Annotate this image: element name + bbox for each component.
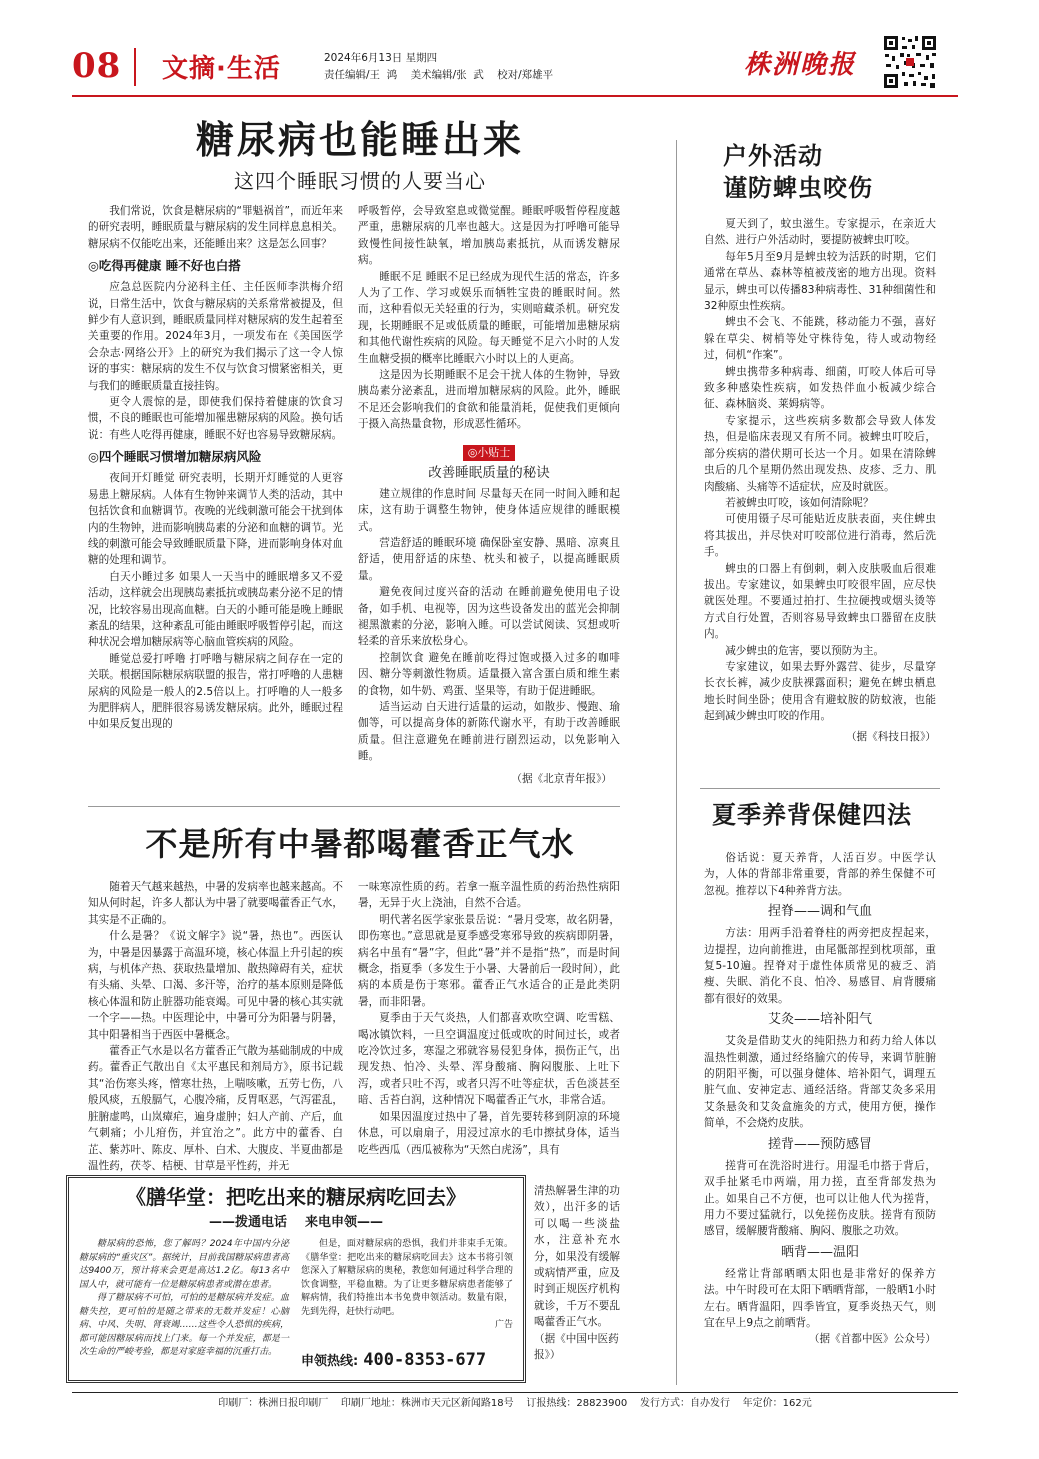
tip-4: 控制饮食 避免在睡前吃得过饱或摄入过多的咖啡因、糖分等刺激性物质。适量摄入富含蛋白质和维生素的食物，如牛奶、鸡蛋、坚果等，有助于促进睡眠。 bbox=[358, 651, 620, 697]
a4-p2: 艾灸是借助艾火的纯阳热力和药力给人体以温热性刺激，通过经络腧穴的传导，来调节脏腑的阴阳平衡，可以强身健体、培补阳气，调理五脏气血、安神定志、通经活络。背部艾灸多采用艾条悬灸和艾灸盒施灸的方式，使用方便，操作简单，不会烧灼皮肤。 bbox=[704, 1035, 936, 1130]
article1-column-2 bbox=[358, 203, 620, 787]
a3-c2-p2: 夏季由于天气炎热，人们都喜欢吹空调、吃雪糕、喝冰镇饮料，一旦空调温度过低或吹的时间过长，或者吃冷饮过多，寒湿之邪就容易侵犯身体，损伤正气，出现发热、怕冷、头晕、浑身酸痛、胸闷腹胀、上吐下泻，或者只吐不泻，或者只泻不吐等症状，舌色淡甚至暗、舌苔白润，这种情况下喝藿香正气水，非常合适。 bbox=[358, 1012, 620, 1107]
page-number: 08 bbox=[72, 46, 122, 86]
a3-p1: 什么是暑？《说文解字》说“暑，热也”。西医认为，中暑是因暴露于高温环境，核心体温上升引起的疾病，与机体产热、获取热量增加、散热障碍有关，症状有头痛、头晕、口渴、多汗等，治疗的基本原则是降低核心体温和防止脏器功能衰竭。可见中暑的核心其实就一个字——热。中医理论中，中暑可分为阳暑与阴暑，其中阳暑相当于西医中暑概念。 bbox=[88, 930, 343, 1041]
a1-c2-p2: 这是因为长期睡眠不足会干扰人体的生物钟，导致胰岛素分泌紊乱，进而增加糖尿病的风险。此外，睡眠不足还会影响我们的食欲和能量消耗，促使我们更倾向于摄入高热量食物，形成恶性循环。 bbox=[358, 369, 620, 431]
article1-column-1 bbox=[88, 203, 343, 733]
article3-rule bbox=[88, 806, 620, 807]
date-line: 2024年6月13日 星期四 bbox=[324, 52, 438, 64]
a2-p1: 每年5月至9月是蜱虫较为活跃的时期，它们通常在草丛、森林等植被茂密的地方出现。资料显示，蜱虫可以传播83种病毒性、31种细菌性和32种原虫性疾病。 bbox=[704, 250, 936, 313]
a1-p5: 睡觉总爱打呼噜 打呼噜与糖尿病之间存在一定的关联。根据国际糖尿病联盟的报告，常打呼噜的人患糖尿病的风险是一般人的2.5倍以上。打呼噜的人一般多为肥胖病人，肥胖很容易诱发糖尿病。此外，睡眠过程中如果反复出现的 bbox=[88, 652, 343, 731]
article3-tail bbox=[534, 1183, 620, 1363]
article3-column-2 bbox=[358, 879, 620, 1158]
a1-p1: 应急总医院内分泌科主任、主任医师李洪梅介绍说，日常生活中，饮食与糖尿病的关系常常被提及，但鲜少有人意识到，睡眠质量同样对糖尿病的发生起着至关重要的作用。2024年3月，一项发布在《美国医学会杂志·网络公开》上的研究为我们揭示了这一令人惊讶的事实：糖尿病的发生不仅与饮食习惯紧密相关，更与我们的睡眠质量直接挂钩。 bbox=[88, 281, 343, 392]
a1-p2: 更令人震惊的是，即使我们保持着健康的饮食习惯，不良的睡眠也可能增加罹患糖尿病的风险。换句话说：有些人吃得再健康，睡眠不好也容易导致糖尿病。 bbox=[88, 396, 343, 441]
a2-p6: 可使用镊子尽可能贴近皮肤表面，夹住蜱虫将其拔出，并尽快对叮咬部位进行消毒，然后洗手。 bbox=[704, 513, 936, 559]
article2-title-l2: 谨防蜱虫咬伤 bbox=[723, 174, 873, 202]
a3-p0: 随着天气越来越热，中暑的发病率也越来越高。不知从何时起，许多人都认为中暑了就要喝藿香正气水，其实是不正确的。 bbox=[88, 881, 343, 926]
a4-p0: 俗话说：夏天养背，人活百岁。中医学认为，人体的背部非常重要，背部的养生保健不可忽视。推荐以下4种养背方法。 bbox=[704, 852, 936, 897]
a4-head-2: 艾灸——培补阳气 bbox=[767, 1012, 872, 1028]
ad-left bbox=[79, 1238, 289, 1360]
ad-hotline-number[interactable]: 400-8353-677 bbox=[363, 1350, 487, 1370]
ad-subtitle: ——拨通电话 来电申领—— bbox=[208, 1215, 384, 1230]
a2-p4: 专家提示，这些疾病多数都会导致人体发热，但是临床表现又有所不同。被蜱虫叮咬后，部分疾病的潜伏期可长达一个月。如果在清除蜱虫后的几个星期仍然出现发热、皮疹、乏力、肌肉酸痛、头痛等不适症状，应及时就医。 bbox=[704, 414, 936, 493]
editors-line: 责任编辑/王 鸿 美术编辑/张 武 校对/郑雄平 bbox=[324, 69, 554, 81]
a3-c2-p3: 如果因温度过热中了暑，首先要转移到阴凉的环境休息，可以扇扇子，用浸过凉水的毛巾擦拭身体，适当吃些西瓜（西瓜被称为“天然白虎汤”，具有 bbox=[358, 1110, 620, 1156]
article1-title: 糖尿病也能睡出来 bbox=[195, 117, 524, 162]
a4-head-3: 搓背——预防感冒 bbox=[767, 1136, 872, 1152]
a3-tail-p: 清热解暑生津的功效），出汗多的话可以喝一些淡盐水，注意补充水分，如果没有缓解或病情严重，应及时到正规医疗机构就诊，千万不要乱喝藿香正气水。 bbox=[534, 1185, 620, 1329]
footer-imprint: 印刷厂：株洲日报印刷厂 印刷厂地址：株洲市天元区新闻路18号 订报热线：28823900 发行方式：自办发行 年定价：162元 bbox=[218, 1398, 812, 1409]
masthead bbox=[72, 30, 958, 92]
a3-c2-p0: 一味寒凉性质的药。若拿一瓶辛温性质的药治热性病阳暑，无异于火上浇油，自然不合适。 bbox=[358, 881, 620, 910]
tip-3: 避免夜间过度兴奋的活动 在睡前避免使用电子设备，如手机、电视等，因为这些设备发出的蓝光会抑制褪黑激素的分泌，影响入睡。可以尝试阅读、冥想或听轻柔的音乐来放松身心。 bbox=[358, 586, 620, 648]
a1-p0: 我们常说，饮食是糖尿病的“罪魁祸首”，而近年来的研究表明，睡眠质量与糖尿病的发生同样息息相关。糖尿病不仅能吃出来，还能睡出来？这是怎么回事？ bbox=[88, 205, 343, 250]
ad-box bbox=[66, 1175, 526, 1383]
article3-title: 不是所有中暑都喝藿香正气水 bbox=[145, 825, 575, 863]
section-name: 文摘·生活 bbox=[162, 54, 281, 84]
tip-2: 营造舒适的睡眠环境 确保卧室安静、黑暗、凉爽且舒适，使用舒适的床垫、枕头和被子，以提高睡眠质量。 bbox=[358, 536, 620, 582]
article4-title: 夏季养背保健四法 bbox=[712, 800, 912, 829]
paper-logo: 株洲晚报 bbox=[744, 50, 857, 80]
article2-title-l1: 户外活动 bbox=[723, 142, 823, 170]
ad-left-p0: 糖尿病的恐怖，您了解吗？2024年中国内分泌糖尿病的“重灾区”。据统计，目前我国糖尿病患者高达9400万，预计将来会更是高达1.2亿。每13名中国人中，就可能有一位是糖尿病患者或潜在患者。 bbox=[79, 1239, 289, 1290]
ad-title: 《膳华堂：把吃出来的糖尿病吃回去》 bbox=[126, 1185, 466, 1209]
a2-p3: 蜱虫携带多种病毒、细菌，叮咬人体后可导致多种感染性疾病，如发热伴血小板减少综合征、森林脑炎、莱姆病等。 bbox=[704, 365, 936, 411]
qr-code bbox=[882, 34, 938, 90]
ad-hotline-label: 申领热线: bbox=[301, 1354, 359, 1369]
a1-c2-p0: 呼吸暂停，会导致窒息或微觉醒。睡眠呼吸暂停程度越严重，患糖尿病的几率也越大。这是因为打呼噜可能导致慢性间接性缺氧，增加胰岛素抵抗，从而诱发糖尿病。 bbox=[358, 205, 620, 267]
article4-source: （据《首都中医》公众号） bbox=[808, 1333, 936, 1346]
ad-left-p1: 得了糖尿病不可怕，可怕的是糖尿病并发症。血糖失控，更可怕的是随之带来的无数并发症！心脑病、中风、失明、肾衰竭……这些令人恐惧的疾病，都可能因糖尿病而找上门来。每一个并发症，都是一次生命的严峻考验，都是对家庭幸福的沉重打击。 bbox=[79, 1293, 289, 1357]
a1-p3: 夜间开灯睡觉 研究表明，长期开灯睡觉的人更容易患上糖尿病。人体有生物钟来调节人类的活动，其中包括饮食和血糖调节。夜晚的光线刺激可能会干扰到体内的生物钟，进而影响胰岛素的分泌和血糖的调节。光线的刺激可能会导致睡眠质量下降，进而影响身体对血糖的处理和调节。 bbox=[88, 472, 343, 567]
article2-source: （据《科技日报》） bbox=[845, 730, 936, 743]
a2-p7: 蜱虫的口器上有倒刺，刺入皮肤吸血后很难拔出。专家建议，如果蜱虫叮咬很牢固，应尽快就医处理。不要通过拍打、生拉硬拽或烟头烫等方式自行处置，否则容易导致蜱虫口器留在皮肤内。 bbox=[704, 562, 936, 641]
footer-rule bbox=[72, 1392, 958, 1393]
a1-subhead-1: ◎吃得再健康 睡不好也白搭 bbox=[88, 258, 241, 274]
tip-1: 建立规律的作息时间 尽量每天在同一时间入睡和起床，这有助于调整生物钟，使身体适应规律的睡眠模式。 bbox=[358, 487, 620, 533]
a3-p2: 藿香正气水是以名方藿香正气散为基础制成的中成药。藿香正气散出自《太平惠民和剂局方》，原书记载其“治伤寒头疼，憎寒壮热，上喘咳嗽，五劳七伤，八般风痰，五般膈气，心腹冷痛，反胃呕恶，气泻霍乱，脏腑虚鸣，山岚瘴疟，遍身虚肿；妇人产前、产后，血气刺痛；小儿疳伤，并宜治之”。此方中的藿香、白芷、紫苏叶、陈皮、厚朴、白术、大腹皮、半夏曲都是温性药，茯苓、桔梗、甘草是平性药，并无 bbox=[88, 1045, 343, 1172]
header-divider bbox=[134, 48, 136, 86]
ad-tag: 广告 bbox=[494, 1320, 513, 1330]
a2-p8: 减少蜱虫的危害，要以预防为主。 bbox=[725, 644, 885, 657]
header-rule bbox=[72, 95, 958, 97]
article3-column-1 bbox=[88, 879, 343, 1174]
column-separator bbox=[676, 140, 677, 1385]
article4-body bbox=[704, 850, 936, 1347]
article1-source: （据《北京青年报》） bbox=[511, 772, 612, 785]
article1-subtitle: 这四个睡眠习惯的人要当心 bbox=[234, 169, 486, 193]
a4-p1: 方法：用两手沿着脊柱的两旁把皮捏起来，边提捏，边向前推进，由尾骶部捏到枕项部，重复5-10遍。捏脊对于虚性体质常见的疲乏、消瘦、失眠、消化不良、怕冷、易感冒、肩背腰痛都有很好的效果。 bbox=[704, 927, 936, 1005]
a2-p0: 夏天到了，蚊虫滋生。专家提示，在亲近大自然、进行户外活动时，要提防被蜱虫叮咬。 bbox=[704, 218, 936, 247]
ad-right bbox=[301, 1238, 513, 1331]
a1-c2-p1: 睡眠不足 睡眠不足已经成为现代生活的常态，许多人为了工作、学习或娱乐而牺牲宝贵的睡眠时间。然而，这种看似无关轻重的行为，实则暗藏杀机。研究发现，长期睡眠不足或低质量的睡眠，可能增加患糖尿病和其他代谢性疾病的风险。每天睡觉不足六小时的人发生血糖受损的概率比睡眠六小时以上的人更高。 bbox=[358, 270, 620, 365]
article2-body bbox=[704, 216, 936, 745]
a4-p3: 搓背可在洗浴时进行。用湿毛巾搭于背后，双手扯紧毛巾两端，用力搓，直至背部发热为止。如果自己不方便，也可以让他人代为搓背，用力不要过猛就行，以免搓伤皮肤。搓背有预防感冒，缓解腰背酸痛、胸闷、腹胀之功效。 bbox=[704, 1159, 936, 1238]
ad-right-p: 但是，面对糖尿病的恐惧，我们并非束手无策。《膳华堂：把吃出来的糖尿病吃回去》这本书将引领您深入了解糖尿病的奥秘，教您如何通过科学合理的饮食调整，平稳血糖。为了让更多糖尿病患者能够了解病情，我们特推出本书免费申领活动。数量有限，先到先得，赶快行动吧。 bbox=[301, 1239, 513, 1317]
a1-p4: 白天小睡过多 如果人一天当中的睡眠增多又不爱活动，这样就会出现胰岛素抵抗或胰岛素分泌不足的情况，比较容易出现高血糖。白天的小睡可能是晚上睡眠紊乱的结果，这种紊乱可能由睡眠呼吸暂停引起，而这种状况会增加糖尿病等心脑血管疾病的风险。 bbox=[88, 570, 343, 649]
tip-5: 适当运动 白天进行适量的运动，如散步、慢跑、瑜伽等，可以提高身体的新陈代谢水平，有助于改善睡眠质量。但注意避免在睡前进行剧烈运动，以免影响入睡。 bbox=[358, 700, 620, 763]
article3-source: （据《中国中医药报》） bbox=[534, 1332, 619, 1361]
a4-head-1: 捏脊——调和气血 bbox=[767, 904, 872, 920]
a2-p2: 蜱虫不会飞、不能跳，移动能力不强，喜好躲在草尖、树梢等处守株待兔，待人或动物经过，伺机“作案”。 bbox=[704, 316, 936, 362]
a2-p9: 专家建议，如果去野外露营、徒步，尽量穿长衣长裤，减少皮肤裸露面积；避免在蜱虫栖息地长时间坐卧；使用含有避蚊胺的防蚊液，也能起到减少蜱虫叮咬的作用。 bbox=[704, 660, 936, 723]
a1-subhead-2: ◎四个睡眠习惯增加糖尿病风险 bbox=[88, 449, 262, 465]
a4-p4: 经常让背部晒晒太阳也是非常好的保养方法。中午时段可在太阳下晒晒背部，一般晒1小时左右。晒背温阳，四季皆宜，夏季炎热天气，则宜在早上9点之前晒背。 bbox=[704, 1267, 936, 1329]
tip-tag: ◎小贴士 bbox=[463, 445, 516, 461]
a2-p5: 若被蜱虫叮咬，该如何清除呢？ bbox=[725, 496, 874, 509]
article4-rule bbox=[700, 788, 940, 789]
ad-hotline bbox=[301, 1350, 517, 1370]
a4-head-4: 晒背——温阳 bbox=[780, 1244, 859, 1260]
a3-c2-p1: 明代著名医学家张景岳说：“暑月受寒，故名阴暑，即伤寒也。”意思就是夏季感受寒邪导致的疾病即阴暑，病名中虽有“暑”字，但此“暑”并不是指“热”，而是时间概念，指夏季（多发生于小暑、大暑前后一段时间），此病的本质是伤于寒邪。藿香正气水适合的正是此类阴暑，而非阳暑。 bbox=[358, 913, 620, 1008]
tip-title: 改善睡眠质量的秘诀 bbox=[428, 464, 550, 481]
